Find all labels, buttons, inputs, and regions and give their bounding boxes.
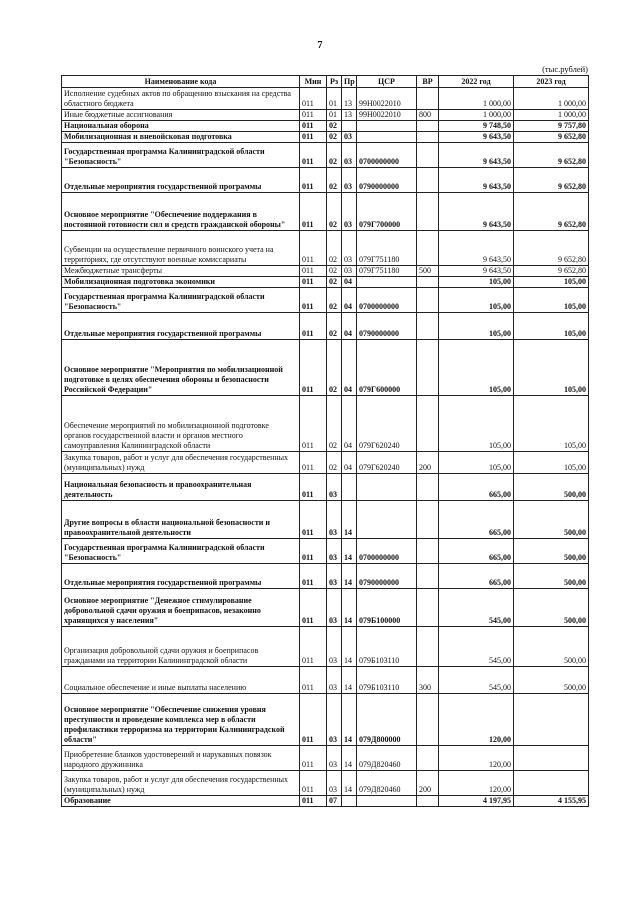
cell-2022: 4 197,95 <box>439 796 514 807</box>
cell-csr <box>357 501 417 539</box>
cell-rz: 02 <box>327 396 342 452</box>
cell-pr: 04 <box>342 313 357 340</box>
cell-pr: 03 <box>342 266 357 277</box>
units-note: (тыс.рублей) <box>542 64 588 74</box>
cell-pr: 14 <box>342 589 357 627</box>
cell-min: 011 <box>300 539 327 564</box>
cell-2022: 545,00 <box>439 667 514 694</box>
table-row <box>62 132 589 143</box>
cell-pr: 03 <box>342 143 357 168</box>
cell-vr <box>417 539 439 564</box>
cell-2023: 500,00 <box>514 627 589 667</box>
table-row <box>62 474 589 501</box>
cell-csr: 0700000000 <box>357 539 417 564</box>
cell-min: 011 <box>300 452 327 474</box>
cell-2022: 9 643,50 <box>439 193 514 231</box>
cell-2023: 500,00 <box>514 589 589 627</box>
table-row <box>62 143 589 168</box>
cell-vr <box>417 694 439 746</box>
table-row <box>62 340 589 396</box>
header-min: Мин <box>300 76 327 88</box>
table-row <box>62 564 589 589</box>
cell-name: Основное мероприятие "Денежное стимулирование добровольной сдачи оружия и боеприпасов, незаконно хранящихся у населения" <box>62 589 300 627</box>
table-row <box>62 501 589 539</box>
cell-pr: 14 <box>342 746 357 771</box>
cell-vr <box>417 564 439 589</box>
cell-name: Субвенции на осуществление первичного воинского учета на территориях, где отсутствуют военные комиссариаты <box>62 231 300 266</box>
cell-rz: 02 <box>327 452 342 474</box>
header-name: Наименование кода <box>62 76 300 88</box>
page-number: 7 <box>317 40 323 51</box>
cell-2022: 545,00 <box>439 589 514 627</box>
cell-pr: 04 <box>342 340 357 396</box>
cell-2022: 1 000,00 <box>439 110 514 121</box>
cell-name: Основное мероприятие "Обеспечение снижения уровня преступности и проведение комплекса мер в области профилактики терроризма на территории Калининградской области" <box>62 694 300 746</box>
budget-table <box>61 75 589 807</box>
table-row <box>62 288 589 313</box>
cell-vr <box>417 746 439 771</box>
cell-name: Национальная оборона <box>62 121 300 132</box>
table-row <box>62 266 589 277</box>
cell-vr <box>417 340 439 396</box>
cell-vr <box>417 277 439 288</box>
cell-rz: 07 <box>327 796 342 807</box>
cell-pr: 14 <box>342 771 357 796</box>
cell-csr: 079Д820460 <box>357 771 417 796</box>
cell-csr <box>357 277 417 288</box>
table-row <box>62 110 589 121</box>
cell-rz: 02 <box>327 340 342 396</box>
cell-rz: 01 <box>327 110 342 121</box>
cell-rz: 02 <box>327 313 342 340</box>
cell-csr <box>357 474 417 501</box>
cell-2023: 500,00 <box>514 501 589 539</box>
cell-name: Иные бюджетные ассигнования <box>62 110 300 121</box>
cell-name: Основное мероприятие "Мероприятия по мобилизационной подготовке в целях обеспечения обороны и безопасности Российской Федерации" <box>62 340 300 396</box>
cell-min: 011 <box>300 231 327 266</box>
cell-csr: 079Б100000 <box>357 589 417 627</box>
cell-csr: 0790000000 <box>357 313 417 340</box>
cell-pr <box>342 796 357 807</box>
table-row <box>62 746 589 771</box>
cell-2023: 9 652,80 <box>514 231 589 266</box>
cell-vr: 800 <box>417 110 439 121</box>
cell-csr: 079Б103110 <box>357 627 417 667</box>
cell-vr <box>417 288 439 313</box>
cell-2022: 665,00 <box>439 474 514 501</box>
cell-rz: 02 <box>327 168 342 193</box>
cell-min: 011 <box>300 132 327 143</box>
cell-min: 011 <box>300 193 327 231</box>
cell-pr: 13 <box>342 110 357 121</box>
cell-2023 <box>514 771 589 796</box>
cell-rz: 02 <box>327 132 342 143</box>
cell-2023: 1 000,00 <box>514 110 589 121</box>
cell-csr: 079Г751180 <box>357 266 417 277</box>
cell-2022: 665,00 <box>439 501 514 539</box>
cell-pr: 04 <box>342 396 357 452</box>
cell-pr: 04 <box>342 452 357 474</box>
cell-2023: 105,00 <box>514 396 589 452</box>
cell-name: Организация добровольной сдачи оружия и боеприпасов гражданами на территории Калининградской области <box>62 627 300 667</box>
cell-2023: 500,00 <box>514 474 589 501</box>
cell-min: 011 <box>300 501 327 539</box>
cell-name: Основное мероприятие "Обеспечение поддержания в постоянной готовности сил и средств гражданской обороны" <box>62 193 300 231</box>
cell-2022: 105,00 <box>439 288 514 313</box>
cell-2023: 9 652,80 <box>514 193 589 231</box>
cell-2022: 120,00 <box>439 694 514 746</box>
cell-name: Государственная программа Калининградской области "Безопасность" <box>62 143 300 168</box>
cell-csr <box>357 796 417 807</box>
table-row <box>62 396 589 452</box>
table-row <box>62 121 589 132</box>
cell-min: 011 <box>300 168 327 193</box>
cell-csr: 0790000000 <box>357 168 417 193</box>
table-body <box>62 88 589 807</box>
cell-2022: 9 643,50 <box>439 132 514 143</box>
header-2023: 2023 год <box>514 76 589 88</box>
cell-rz: 03 <box>327 474 342 501</box>
cell-csr: 0700000000 <box>357 288 417 313</box>
cell-name: Государственная программа Калининградской области "Безопасность" <box>62 539 300 564</box>
cell-name: Национальная безопасность и правоохранительная деятельность <box>62 474 300 501</box>
cell-vr <box>417 132 439 143</box>
cell-2022: 105,00 <box>439 396 514 452</box>
cell-vr <box>417 143 439 168</box>
cell-2023: 105,00 <box>514 340 589 396</box>
cell-2023: 9 652,80 <box>514 266 589 277</box>
cell-vr <box>417 193 439 231</box>
table-row <box>62 168 589 193</box>
cell-rz: 03 <box>327 694 342 746</box>
cell-2023: 4 155,95 <box>514 796 589 807</box>
cell-name: Исполнение судебных актов по обращению взыскания на средства областного бюджета <box>62 88 300 110</box>
cell-2023: 9 652,80 <box>514 143 589 168</box>
cell-min: 011 <box>300 564 327 589</box>
cell-vr <box>417 231 439 266</box>
cell-2022: 105,00 <box>439 452 514 474</box>
cell-min: 011 <box>300 667 327 694</box>
cell-min: 011 <box>300 694 327 746</box>
cell-name: Закупка товаров, работ и услуг для обеспечения государственных (муниципальных) нужд <box>62 452 300 474</box>
cell-min: 011 <box>300 746 327 771</box>
cell-vr <box>417 313 439 340</box>
cell-name: Отдельные мероприятия государственной программы <box>62 168 300 193</box>
table-row <box>62 231 589 266</box>
cell-2022: 120,00 <box>439 746 514 771</box>
cell-2022: 105,00 <box>439 313 514 340</box>
cell-vr <box>417 589 439 627</box>
cell-2023: 105,00 <box>514 277 589 288</box>
table-row <box>62 193 589 231</box>
cell-vr <box>417 168 439 193</box>
cell-csr: 079Д800000 <box>357 694 417 746</box>
cell-pr <box>342 121 357 132</box>
cell-rz: 03 <box>327 771 342 796</box>
cell-min: 011 <box>300 796 327 807</box>
cell-2023: 500,00 <box>514 667 589 694</box>
cell-2022: 9 643,50 <box>439 266 514 277</box>
header-csr: ЦСР <box>357 76 417 88</box>
cell-rz: 03 <box>327 746 342 771</box>
cell-vr: 500 <box>417 266 439 277</box>
cell-csr: 0700000000 <box>357 143 417 168</box>
cell-pr: 14 <box>342 501 357 539</box>
header-vr: ВР <box>417 76 439 88</box>
cell-name: Образование <box>62 796 300 807</box>
cell-2022: 105,00 <box>439 340 514 396</box>
cell-csr: 079Г620240 <box>357 396 417 452</box>
cell-2022: 9 643,50 <box>439 143 514 168</box>
table-row <box>62 667 589 694</box>
table-row <box>62 539 589 564</box>
cell-name: Мобилизационная и вневойсковая подготовка <box>62 132 300 143</box>
cell-vr: 200 <box>417 452 439 474</box>
cell-vr <box>417 627 439 667</box>
cell-name: Отдельные мероприятия государственной программы <box>62 313 300 340</box>
cell-pr: 03 <box>342 132 357 143</box>
cell-name: Обеспечение мероприятий по мобилизационной подготовке органов государственной власти и органов местного самоуправления Калининградской области <box>62 396 300 452</box>
cell-2023: 105,00 <box>514 452 589 474</box>
cell-2022: 665,00 <box>439 539 514 564</box>
cell-name: Государственная программа Калининградской области "Безопасность" <box>62 288 300 313</box>
cell-min: 011 <box>300 121 327 132</box>
cell-2023 <box>514 694 589 746</box>
table-row <box>62 771 589 796</box>
cell-2023: 500,00 <box>514 539 589 564</box>
cell-vr <box>417 88 439 110</box>
cell-vr <box>417 501 439 539</box>
cell-rz: 02 <box>327 277 342 288</box>
header-pr: Пр <box>342 76 357 88</box>
cell-csr: 079Г600000 <box>357 340 417 396</box>
cell-csr: 99Н0022010 <box>357 88 417 110</box>
cell-2022: 105,00 <box>439 277 514 288</box>
cell-rz: 03 <box>327 539 342 564</box>
cell-csr: 99Н0022010 <box>357 110 417 121</box>
cell-2022: 9 643,50 <box>439 168 514 193</box>
cell-min: 011 <box>300 88 327 110</box>
cell-min: 011 <box>300 277 327 288</box>
cell-csr: 079Г620240 <box>357 452 417 474</box>
cell-rz: 02 <box>327 266 342 277</box>
cell-2023: 1 000,00 <box>514 88 589 110</box>
cell-csr: 079Г751180 <box>357 231 417 266</box>
cell-2022: 9 748,50 <box>439 121 514 132</box>
cell-min: 011 <box>300 627 327 667</box>
cell-2022: 9 643,50 <box>439 231 514 266</box>
table-row <box>62 627 589 667</box>
cell-rz: 03 <box>327 667 342 694</box>
header-rz: Рз <box>327 76 342 88</box>
cell-min: 011 <box>300 771 327 796</box>
cell-2022: 665,00 <box>439 564 514 589</box>
cell-rz: 02 <box>327 193 342 231</box>
table-row <box>62 277 589 288</box>
cell-name: Мобилизационная подготовка экономики <box>62 277 300 288</box>
cell-pr: 04 <box>342 277 357 288</box>
cell-vr <box>417 474 439 501</box>
cell-2023: 9 757,80 <box>514 121 589 132</box>
cell-pr: 14 <box>342 694 357 746</box>
cell-csr: 0790000000 <box>357 564 417 589</box>
cell-name: Социальное обеспечение и иные выплаты населению <box>62 667 300 694</box>
cell-pr: 04 <box>342 288 357 313</box>
cell-rz: 03 <box>327 501 342 539</box>
cell-rz: 02 <box>327 231 342 266</box>
cell-pr: 13 <box>342 88 357 110</box>
cell-rz: 03 <box>327 589 342 627</box>
cell-min: 011 <box>300 266 327 277</box>
cell-rz: 02 <box>327 121 342 132</box>
cell-2022: 120,00 <box>439 771 514 796</box>
cell-vr: 200 <box>417 771 439 796</box>
cell-vr <box>417 121 439 132</box>
cell-min: 011 <box>300 143 327 168</box>
cell-name: Другие вопросы в области национальной безопасности и правоохранительной деятельности <box>62 501 300 539</box>
cell-rz: 01 <box>327 88 342 110</box>
cell-2023: 105,00 <box>514 313 589 340</box>
cell-min: 011 <box>300 474 327 501</box>
cell-pr <box>342 474 357 501</box>
cell-min: 011 <box>300 110 327 121</box>
cell-2023: 9 652,80 <box>514 132 589 143</box>
cell-rz: 02 <box>327 288 342 313</box>
cell-csr <box>357 121 417 132</box>
cell-csr: 079Д820460 <box>357 746 417 771</box>
table-row <box>62 796 589 807</box>
cell-min: 011 <box>300 396 327 452</box>
cell-pr: 14 <box>342 627 357 667</box>
cell-name: Приобретение бланков удостоверений и нарукавных повязок народного дружинника <box>62 746 300 771</box>
cell-rz: 03 <box>327 627 342 667</box>
cell-csr <box>357 132 417 143</box>
table-row <box>62 694 589 746</box>
cell-vr <box>417 396 439 452</box>
cell-2022: 1 000,00 <box>439 88 514 110</box>
cell-pr: 03 <box>342 193 357 231</box>
cell-2022: 545,00 <box>439 627 514 667</box>
cell-csr: 079Г700000 <box>357 193 417 231</box>
cell-pr: 14 <box>342 539 357 564</box>
cell-name: Закупка товаров, работ и услуг для обеспечения государственных (муниципальных) нужд <box>62 771 300 796</box>
cell-2023 <box>514 746 589 771</box>
cell-pr: 14 <box>342 564 357 589</box>
table-header-row <box>62 76 589 88</box>
cell-csr: 079Б103110 <box>357 667 417 694</box>
table-row <box>62 452 589 474</box>
cell-2023: 9 652,80 <box>514 168 589 193</box>
cell-2023: 500,00 <box>514 564 589 589</box>
cell-rz: 02 <box>327 143 342 168</box>
cell-min: 011 <box>300 313 327 340</box>
cell-name: Отдельные мероприятия государственной программы <box>62 564 300 589</box>
cell-min: 011 <box>300 288 327 313</box>
cell-min: 011 <box>300 340 327 396</box>
table-row <box>62 88 589 110</box>
cell-vr: 300 <box>417 667 439 694</box>
cell-name: Межбюджетные трансферты <box>62 266 300 277</box>
table-row <box>62 313 589 340</box>
cell-pr: 14 <box>342 667 357 694</box>
table-row <box>62 589 589 627</box>
cell-vr <box>417 796 439 807</box>
cell-pr: 03 <box>342 168 357 193</box>
cell-rz: 03 <box>327 564 342 589</box>
cell-2023: 105,00 <box>514 288 589 313</box>
cell-min: 011 <box>300 589 327 627</box>
cell-pr: 03 <box>342 231 357 266</box>
header-2022: 2022 год <box>439 76 514 88</box>
